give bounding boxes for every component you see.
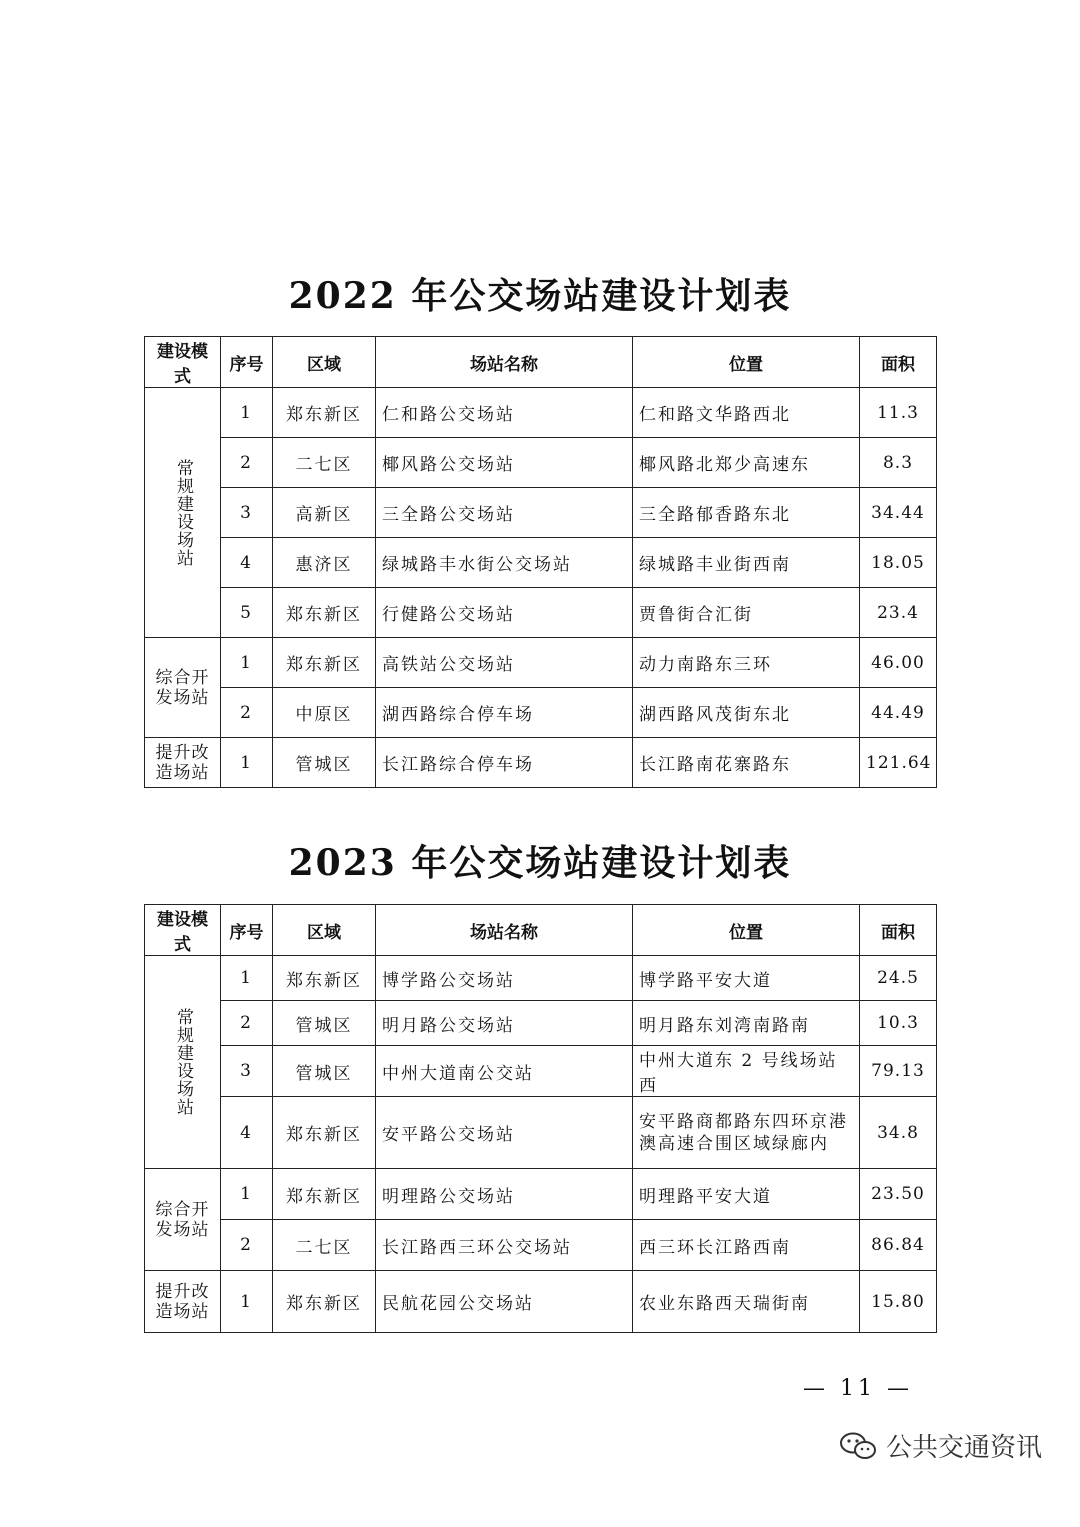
station-name-cell: 明理路公交场站 (376, 1169, 633, 1220)
location-cell: 动力南路东三环 (633, 638, 860, 688)
header-area: 面积 (860, 905, 937, 956)
header-area: 面积 (860, 337, 937, 388)
no-cell: 2 (221, 438, 273, 488)
plan-table-2022 (144, 336, 937, 788)
table-row (145, 438, 937, 488)
header-district: 区域 (273, 905, 376, 956)
station-name-cell: 高铁站公交场站 (376, 638, 633, 688)
location-cell: 博学路平安大道 (633, 956, 860, 1001)
area-cell: 79.13 (860, 1046, 937, 1097)
station-name-cell: 明月路公交场站 (376, 1001, 633, 1046)
location-cell: 中州大道东 2 号线场站西 (633, 1046, 860, 1097)
header-location: 位置 (633, 905, 860, 956)
area-cell: 121.64 (860, 738, 937, 788)
mode-cell: 常规建设场站 (145, 956, 221, 1169)
header-location: 位置 (633, 337, 860, 388)
station-name-cell: 中州大道南公交站 (376, 1046, 633, 1097)
station-name-cell: 长江路西三环公交场站 (376, 1220, 633, 1271)
header-no: 序号 (221, 905, 273, 956)
district-cell: 郑东新区 (273, 588, 376, 638)
station-name-cell: 三全路公交场站 (376, 488, 633, 538)
district-cell: 二七区 (273, 438, 376, 488)
no-cell: 1 (221, 1271, 273, 1333)
table-row (145, 738, 937, 788)
table-row (145, 388, 937, 438)
location-cell: 农业东路西天瑞街南 (633, 1271, 860, 1333)
header-district: 区域 (273, 337, 376, 388)
header-mode: 建设模式 (145, 337, 221, 388)
table-row (145, 1220, 937, 1271)
no-cell: 2 (221, 1220, 273, 1271)
table-row (145, 1097, 937, 1169)
station-name-cell: 博学路公交场站 (376, 956, 633, 1001)
watermark-text: 公共交通资讯 (886, 1433, 1043, 1463)
mode-cell: 常规建设场站 (145, 388, 221, 638)
area-cell: 44.49 (860, 688, 937, 738)
station-name-cell: 民航花园公交场站 (376, 1271, 633, 1333)
area-cell: 34.8 (860, 1097, 937, 1169)
station-name-cell: 湖西路综合停车场 (376, 688, 633, 738)
no-cell: 2 (221, 1001, 273, 1046)
station-name-cell: 仁和路公交场站 (376, 388, 633, 438)
table-row (145, 1271, 937, 1333)
mode-cell: 综合开发场站 (145, 1169, 221, 1271)
no-cell: 3 (221, 1046, 273, 1097)
wechat-icon (838, 1431, 878, 1461)
watermark (838, 1427, 1042, 1464)
location-cell: 湖西路风茂街东北 (633, 688, 860, 738)
page-number: — 11 — (803, 1376, 913, 1401)
table-header-row (145, 905, 937, 956)
station-name-cell: 椰风路公交场站 (376, 438, 633, 488)
location-cell: 长江路南花寨路东 (633, 738, 860, 788)
no-cell: 5 (221, 588, 273, 638)
no-cell: 2 (221, 688, 273, 738)
header-station-name: 场站名称 (376, 337, 633, 388)
header-mode: 建设模式 (145, 905, 221, 956)
area-cell: 34.44 (860, 488, 937, 538)
area-cell: 24.5 (860, 956, 937, 1001)
no-cell: 1 (221, 1169, 273, 1220)
location-cell: 安平路商都路东四环京港澳高速合围区域绿廊内 (633, 1097, 860, 1169)
table-row (145, 538, 937, 588)
district-cell: 惠济区 (273, 538, 376, 588)
table-row (145, 1169, 937, 1220)
district-cell: 郑东新区 (273, 1271, 376, 1333)
plan-table-2023 (144, 904, 937, 1333)
table-row (145, 956, 937, 1001)
table-row (145, 638, 937, 688)
no-cell: 1 (221, 388, 273, 438)
table-header-row (145, 337, 937, 388)
location-cell: 椰风路北郑少高速东 (633, 438, 860, 488)
mode-cell: 提升改造场站 (145, 1271, 221, 1333)
header-no: 序号 (221, 337, 273, 388)
district-cell: 郑东新区 (273, 1169, 376, 1220)
area-cell: 11.3 (860, 388, 937, 438)
table-row (145, 688, 937, 738)
location-cell: 明理路平安大道 (633, 1169, 860, 1220)
district-cell: 中原区 (273, 688, 376, 738)
table-row (145, 488, 937, 538)
station-name-cell: 行健路公交场站 (376, 588, 633, 638)
district-cell: 管城区 (273, 1046, 376, 1097)
location-cell: 西三环长江路西南 (633, 1220, 860, 1271)
no-cell: 4 (221, 538, 273, 588)
district-cell: 郑东新区 (273, 1097, 376, 1169)
table-row (145, 1001, 937, 1046)
mode-cell: 综合开发场站 (145, 638, 221, 738)
location-cell: 绿城路丰业街西南 (633, 538, 860, 588)
station-name-cell: 绿城路丰水街公交场站 (376, 538, 633, 588)
area-cell: 15.80 (860, 1271, 937, 1333)
district-cell: 管城区 (273, 738, 376, 788)
area-cell: 18.05 (860, 538, 937, 588)
header-station-name: 场站名称 (376, 905, 633, 956)
no-cell: 1 (221, 956, 273, 1001)
location-cell: 三全路郁香路东北 (633, 488, 860, 538)
location-cell: 明月路东刘湾南路南 (633, 1001, 860, 1046)
area-cell: 10.3 (860, 1001, 937, 1046)
table-2023-title: 2023 年公交场站建设计划表 (288, 842, 792, 884)
no-cell: 1 (221, 738, 273, 788)
table-row (145, 588, 937, 638)
area-cell: 86.84 (860, 1220, 937, 1271)
no-cell: 3 (221, 488, 273, 538)
table-2022-title: 2022 年公交场站建设计划表 (288, 275, 792, 317)
table-row (145, 1046, 937, 1097)
area-cell: 23.4 (860, 588, 937, 638)
area-cell: 8.3 (860, 438, 937, 488)
district-cell: 高新区 (273, 488, 376, 538)
no-cell: 4 (221, 1097, 273, 1169)
district-cell: 郑东新区 (273, 956, 376, 1001)
station-name-cell: 安平路公交场站 (376, 1097, 633, 1169)
mode-cell: 提升改造场站 (145, 738, 221, 788)
location-cell: 仁和路文华路西北 (633, 388, 860, 438)
station-name-cell: 长江路综合停车场 (376, 738, 633, 788)
district-cell: 二七区 (273, 1220, 376, 1271)
no-cell: 1 (221, 638, 273, 688)
district-cell: 郑东新区 (273, 638, 376, 688)
area-cell: 46.00 (860, 638, 937, 688)
area-cell: 23.50 (860, 1169, 937, 1220)
district-cell: 管城区 (273, 1001, 376, 1046)
location-cell: 贾鲁街合汇街 (633, 588, 860, 638)
district-cell: 郑东新区 (273, 388, 376, 438)
